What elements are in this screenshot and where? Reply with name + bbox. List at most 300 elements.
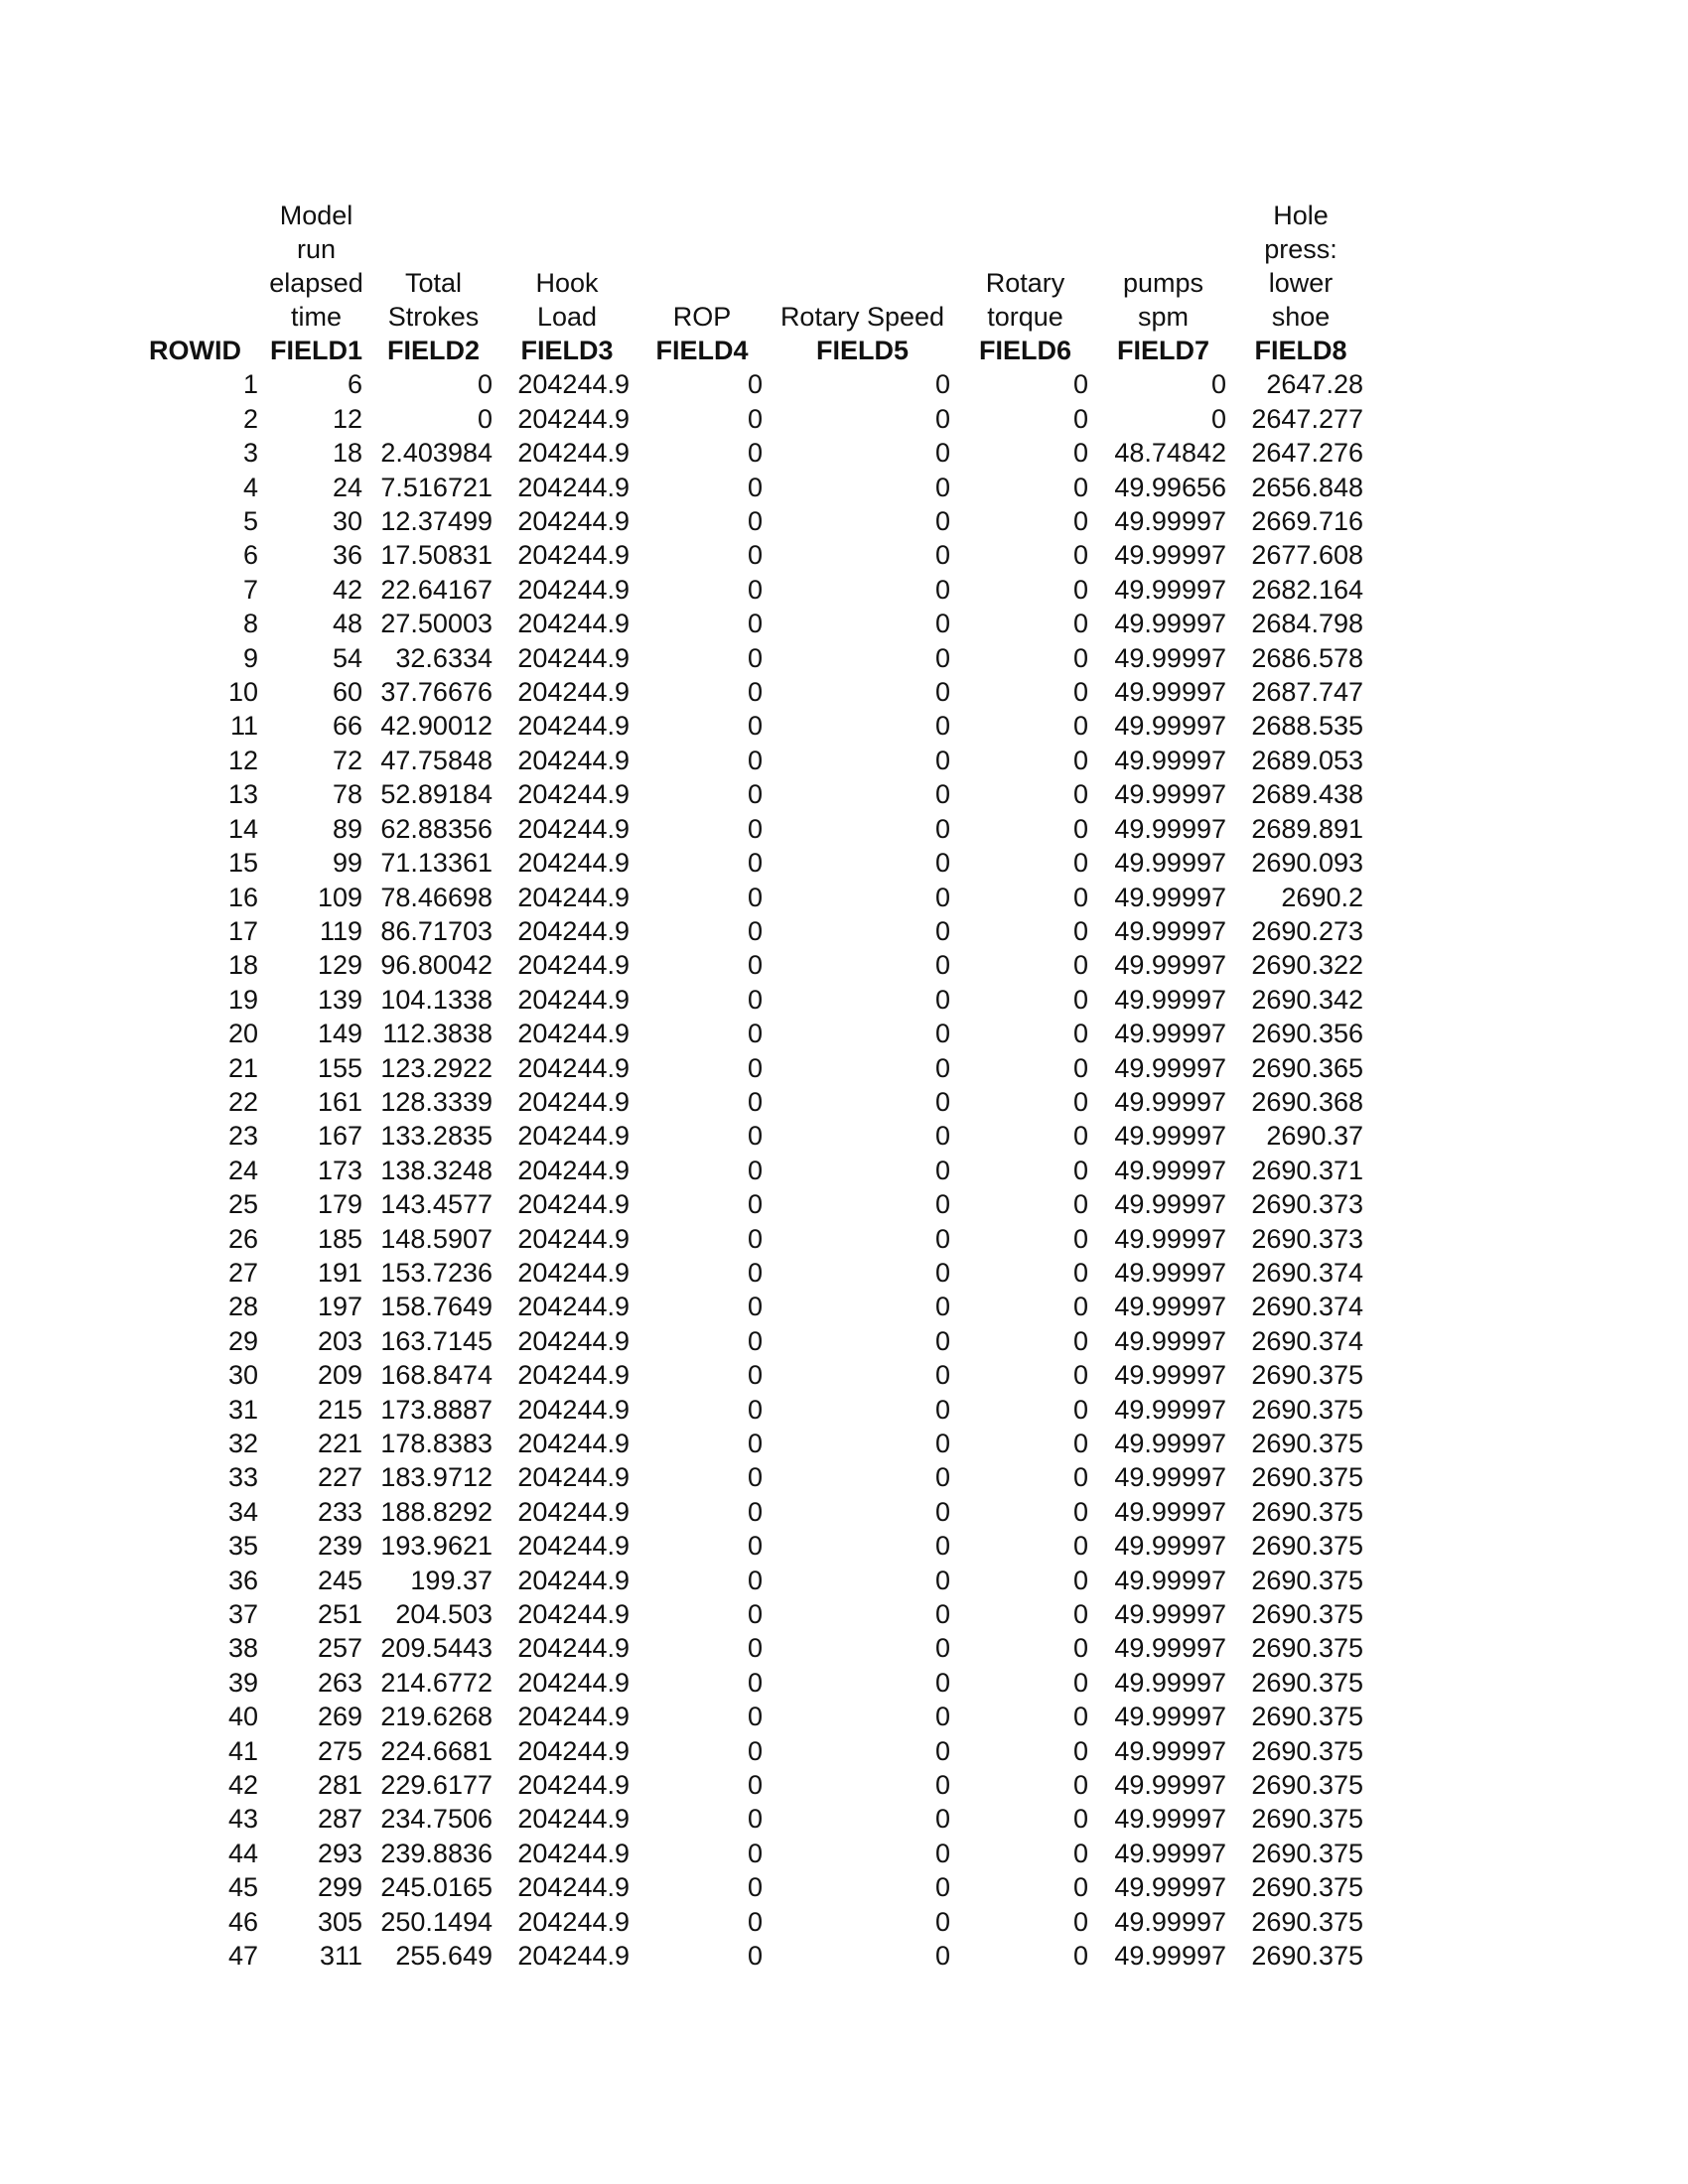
table-cell: 32 [227, 1429, 258, 1458]
table-cell: 5 [242, 506, 258, 537]
table-cell: 0 [934, 1086, 950, 1117]
table-cell: 54 [332, 642, 362, 673]
table-cell: 158.7649 [380, 1292, 492, 1322]
table-cell: 204244.9 [517, 574, 630, 605]
table-cell: 0 [747, 1531, 763, 1562]
table-cell: 49.99997 [1114, 1052, 1226, 1083]
table-row [149, 675, 1369, 709]
table-cell: 245.0165 [380, 1872, 492, 1903]
table-cell: 0 [747, 540, 763, 571]
table-cell: 2690.374 [1251, 1325, 1363, 1356]
column-description [1094, 199, 1232, 334]
table-row [149, 744, 1369, 777]
table-cell: 2690.375 [1251, 1633, 1363, 1664]
table-cell: 0 [747, 1633, 763, 1664]
table-cell: 204244.9 [517, 438, 630, 469]
table-cell: 2690.375 [1251, 1735, 1363, 1766]
table-cell: 0 [1072, 1086, 1088, 1117]
table-cell: 0 [934, 403, 950, 434]
table-cell: 49.99997 [1114, 1838, 1226, 1868]
table-cell: 48 [332, 609, 362, 639]
table-cell: 0 [1210, 403, 1226, 434]
table-cell: 2690.375 [1251, 1941, 1363, 1972]
table-cell: 204244.9 [517, 950, 630, 981]
column-description [769, 199, 956, 334]
table-cell: 49.99997 [1114, 574, 1226, 605]
table-cell: 204244.9 [517, 1394, 630, 1425]
table-cell: 0 [1072, 642, 1088, 673]
table-cell: 2647.277 [1251, 403, 1363, 434]
table-cell: 24 [332, 472, 362, 502]
table-cell: 0 [934, 1121, 950, 1152]
table-cell: 0 [1072, 1941, 1088, 1972]
table-cell: 0 [747, 1702, 763, 1732]
table-cell: 0 [934, 1223, 950, 1254]
column-description-line: ROP [672, 302, 732, 332]
table-cell: 204244.9 [517, 1257, 630, 1288]
table-cell: 0 [934, 1770, 950, 1801]
table-cell: 41 [227, 1735, 258, 1766]
table-cell: 49.99997 [1114, 1325, 1226, 1356]
table-cell: 0 [934, 1019, 950, 1049]
table-cell: 0 [1072, 711, 1088, 742]
table-cell: 36 [227, 1565, 258, 1595]
table-cell: 49.99997 [1114, 915, 1226, 946]
table-cell: 0 [1072, 1599, 1088, 1630]
table-cell: 2690.375 [1251, 1462, 1363, 1493]
table-cell: 2690.375 [1251, 1770, 1363, 1801]
table-row [149, 846, 1369, 880]
table-cell: 0 [1072, 1633, 1088, 1664]
table-cell: 46 [227, 1906, 258, 1937]
table-row [149, 881, 1369, 914]
table-cell: 204244.9 [517, 1565, 630, 1595]
table-row [149, 777, 1369, 811]
table-cell: 49.99997 [1114, 1429, 1226, 1458]
table-row [149, 504, 1369, 538]
table-cell: 263 [317, 1667, 362, 1698]
column-description-line: pumps [1122, 268, 1204, 298]
table-cell: 0 [934, 848, 950, 879]
table-cell: 44 [227, 1838, 258, 1868]
table-cell: 0 [747, 1941, 763, 1972]
table-body [149, 367, 1369, 1973]
table-cell: 0 [934, 1941, 950, 1972]
table-cell: 19 [227, 984, 258, 1015]
table-cell: 275 [317, 1735, 362, 1766]
table-cell: 163.7145 [380, 1325, 492, 1356]
table-cell: 0 [934, 1155, 950, 1185]
table-cell: 183.9712 [380, 1462, 492, 1493]
table-cell: 2690.37 [1266, 1121, 1363, 1152]
table-cell: 2690.322 [1251, 950, 1363, 981]
table-cell: 112.3838 [382, 1019, 492, 1049]
table-cell: 0 [1072, 950, 1088, 981]
column-description-line: spm [1137, 302, 1189, 332]
table-row [149, 1905, 1369, 1939]
table-cell: 193.9621 [380, 1531, 492, 1562]
table-row [149, 1085, 1369, 1119]
table-cell: 43 [227, 1804, 258, 1835]
table-cell: 204244.9 [517, 1496, 630, 1527]
table-cell: 0 [747, 1599, 763, 1630]
table-cell: 26 [227, 1223, 258, 1254]
table-cell: 149 [317, 1019, 362, 1049]
table-row [149, 983, 1369, 1017]
table-cell: 0 [1072, 1019, 1088, 1049]
header-description-row [149, 199, 1369, 334]
table-cell: 71.13361 [380, 848, 492, 879]
table-cell: 0 [747, 506, 763, 537]
table-cell: 0 [934, 1667, 950, 1698]
table-cell: 22.64167 [380, 574, 492, 605]
table-cell: 197 [317, 1292, 362, 1322]
table-cell: 49.99997 [1114, 1292, 1226, 1322]
table-cell: 0 [934, 574, 950, 605]
table-cell: 14 [227, 813, 258, 844]
table-cell: 0 [1072, 540, 1088, 571]
table-cell: 28 [227, 1292, 258, 1322]
table-cell: 0 [934, 1804, 950, 1835]
table-cell: 49.99997 [1114, 1735, 1226, 1766]
table-cell: 2690.375 [1251, 1599, 1363, 1630]
table-cell: 2689.891 [1251, 813, 1363, 844]
table-cell: 204244.9 [517, 711, 630, 742]
table-cell: 2669.716 [1251, 506, 1363, 537]
table-row [149, 1324, 1369, 1358]
table-cell: 35 [227, 1531, 258, 1562]
table-cell: 0 [747, 1189, 763, 1220]
table-row [149, 1666, 1369, 1700]
table-cell: 49.99997 [1114, 1189, 1226, 1220]
table-cell: 204244.9 [517, 1633, 630, 1664]
table-cell: 0 [1072, 506, 1088, 537]
table-row [149, 607, 1369, 640]
table-cell: 204244.9 [517, 540, 630, 571]
table-cell: 204244.9 [517, 813, 630, 844]
table-cell: 185 [317, 1223, 362, 1254]
table-cell: 281 [317, 1770, 362, 1801]
column-description-line: Rotary Speed [779, 302, 945, 332]
column-description-line: Rotary [985, 268, 1065, 298]
table-cell: 0 [934, 779, 950, 810]
table-cell: 8 [242, 609, 258, 639]
table-cell: 0 [747, 1804, 763, 1835]
table-cell: 2677.608 [1251, 540, 1363, 571]
table-cell: 227 [317, 1462, 362, 1493]
table-cell: 204244.9 [517, 1360, 630, 1391]
table-cell: 49.99997 [1114, 1019, 1226, 1049]
table-row [149, 402, 1369, 436]
table-cell: 0 [934, 1496, 950, 1527]
table-cell: 0 [934, 1872, 950, 1903]
table-cell: 2690.373 [1251, 1189, 1363, 1220]
table-cell: 0 [1072, 1770, 1088, 1801]
table-cell: 37 [227, 1599, 258, 1630]
table-cell: 0 [1072, 1667, 1088, 1698]
table-cell: 2690.375 [1251, 1429, 1363, 1458]
table-cell: 0 [747, 1565, 763, 1595]
table-cell: 234.7506 [380, 1804, 492, 1835]
table-cell: 0 [934, 642, 950, 673]
table-row [149, 1768, 1369, 1802]
table-cell: 2689.053 [1251, 745, 1363, 775]
table-cell: 6 [347, 369, 362, 400]
table-cell: 0 [747, 779, 763, 810]
table-cell: 204244.9 [517, 506, 630, 537]
table-cell: 204244.9 [517, 403, 630, 434]
table-cell: 66 [332, 711, 362, 742]
table-cell: 0 [934, 950, 950, 981]
table-cell: 0 [934, 1462, 950, 1493]
table-cell: 49.99997 [1114, 1633, 1226, 1664]
table-cell: 0 [747, 1872, 763, 1903]
table-cell: 204244.9 [517, 1292, 630, 1322]
table-cell: 155 [317, 1052, 362, 1083]
table-row [149, 1222, 1369, 1256]
table-cell: 153.7236 [380, 1257, 492, 1288]
table-row [149, 538, 1369, 572]
table-cell: 199.37 [410, 1565, 492, 1595]
table-cell: 119 [319, 915, 362, 946]
table-cell: 161 [317, 1086, 362, 1117]
table-cell: 47 [227, 1941, 258, 1972]
table-row [149, 1939, 1369, 1973]
table-cell: 0 [747, 813, 763, 844]
table-cell: 0 [934, 711, 950, 742]
table-cell: 49.99997 [1114, 1086, 1226, 1117]
table-cell: 20 [227, 1019, 258, 1049]
table-cell: 29 [227, 1325, 258, 1356]
table-cell: 0 [747, 1838, 763, 1868]
table-row [149, 1597, 1369, 1631]
table-cell: 0 [477, 369, 492, 400]
column-description [264, 199, 368, 334]
table-cell: 173.8887 [380, 1394, 492, 1425]
table-cell: 49.99997 [1114, 540, 1226, 571]
column-description-line: Hook [535, 268, 599, 298]
table-cell: 2690.375 [1251, 1702, 1363, 1732]
table-cell: 0 [1072, 1394, 1088, 1425]
table-cell: 13 [227, 779, 258, 810]
table-cell: 203 [317, 1325, 362, 1356]
table-cell: 49.99997 [1114, 882, 1226, 912]
column-header: FIELD7 [1116, 336, 1209, 365]
table-cell: 49.99997 [1114, 950, 1226, 981]
table-cell: 0 [747, 1394, 763, 1425]
table-cell: 0 [934, 1360, 950, 1391]
column-description-line: Total [404, 268, 463, 298]
table-cell: 0 [1072, 1531, 1088, 1562]
table-cell: 168.8474 [380, 1360, 492, 1391]
table-cell: 109 [317, 882, 362, 912]
table-cell: 0 [934, 540, 950, 571]
table-cell: 49.99656 [1114, 472, 1226, 502]
table-cell: 0 [934, 609, 950, 639]
table-cell: 204244.9 [517, 1462, 630, 1493]
column-description [149, 199, 264, 334]
table-cell: 167 [317, 1121, 362, 1152]
table-cell: 204244.9 [517, 1735, 630, 1766]
table-row [149, 1734, 1369, 1768]
table-cell: 42 [332, 574, 362, 605]
table-cell: 72 [332, 745, 362, 775]
table-cell: 0 [1072, 1292, 1088, 1322]
table-cell: 0 [1072, 1872, 1088, 1903]
table-cell: 2690.368 [1251, 1086, 1363, 1117]
table-cell: 123.2922 [380, 1052, 492, 1083]
column-header: FIELD2 [386, 336, 480, 365]
table-cell: 49.99997 [1114, 1531, 1226, 1562]
table-row [149, 1051, 1369, 1085]
table-cell: 0 [1072, 1325, 1088, 1356]
table-cell: 48.74842 [1114, 438, 1226, 469]
table-cell: 11 [229, 711, 258, 742]
table-cell: 2690.374 [1251, 1292, 1363, 1322]
table-cell: 25 [227, 1189, 258, 1220]
table-cell: 0 [934, 915, 950, 946]
table-cell: 2690.2 [1281, 882, 1363, 912]
table-cell: 0 [747, 711, 763, 742]
table-cell: 78 [332, 779, 362, 810]
table-cell: 49.99997 [1114, 1770, 1226, 1801]
table-cell: 219.6268 [380, 1702, 492, 1732]
table-cell: 0 [1072, 745, 1088, 775]
table-cell: 40 [227, 1702, 258, 1732]
table-cell: 0 [747, 1906, 763, 1937]
table-cell: 2 [242, 403, 258, 434]
table-row [149, 1017, 1369, 1050]
table-cell: 36 [332, 540, 362, 571]
table-cell: 0 [1072, 1360, 1088, 1391]
table-cell: 204244.9 [517, 984, 630, 1015]
table-cell: 49.99997 [1114, 1872, 1226, 1903]
table-cell: 215 [317, 1394, 362, 1425]
table-cell: 0 [1072, 403, 1088, 434]
table-cell: 0 [934, 1702, 950, 1732]
table-cell: 0 [1072, 813, 1088, 844]
table-row [149, 471, 1369, 504]
table-cell: 2690.093 [1251, 848, 1363, 879]
table-cell: 49.99997 [1114, 1155, 1226, 1185]
table-cell: 23 [227, 1121, 258, 1152]
table-cell: 173 [317, 1155, 362, 1185]
table-cell: 49.99997 [1114, 813, 1226, 844]
table-cell: 0 [1072, 1223, 1088, 1254]
table-cell: 39 [227, 1667, 258, 1698]
table-cell: 3 [242, 438, 258, 469]
table-cell: 204244.9 [517, 882, 630, 912]
table-cell: 133.2835 [380, 1121, 492, 1152]
table-cell: 86.71703 [380, 915, 492, 946]
table-cell: 0 [747, 1052, 763, 1083]
table-cell: 42.90012 [380, 711, 492, 742]
column-description-line: run [296, 234, 337, 264]
table-cell: 9 [242, 642, 258, 673]
table-cell: 250.1494 [380, 1906, 492, 1937]
table-cell: 33 [227, 1462, 258, 1493]
table-row [149, 436, 1369, 470]
table-cell: 204244.9 [517, 1770, 630, 1801]
table-cell: 214.6772 [380, 1667, 492, 1698]
table-row [149, 1870, 1369, 1904]
table-cell: 0 [747, 472, 763, 502]
table-cell: 191 [317, 1257, 362, 1288]
table-row [149, 1358, 1369, 1392]
table-cell: 12 [227, 745, 258, 775]
table-cell: 128.3339 [380, 1086, 492, 1117]
column-description [1232, 199, 1369, 334]
table-cell: 0 [747, 848, 763, 879]
table-cell: 2690.375 [1251, 1872, 1363, 1903]
table-cell: 0 [1072, 609, 1088, 639]
table-cell: 221 [317, 1429, 362, 1458]
table-cell: 204244.9 [517, 1155, 630, 1185]
table-cell: 60 [332, 677, 362, 708]
table-cell: 0 [1072, 1496, 1088, 1527]
data-table [149, 199, 1369, 1974]
table-cell: 30 [332, 506, 362, 537]
table-cell: 49.99997 [1114, 1667, 1226, 1698]
table-cell: 47.75848 [380, 745, 492, 775]
table-cell: 239 [317, 1531, 362, 1562]
table-cell: 293 [317, 1838, 362, 1868]
table-cell: 233 [317, 1496, 362, 1527]
table-cell: 2690.375 [1251, 1394, 1363, 1425]
table-cell: 0 [747, 1735, 763, 1766]
table-cell: 305 [317, 1906, 362, 1937]
table-cell: 0 [1072, 438, 1088, 469]
table-cell: 2690.375 [1251, 1804, 1363, 1835]
table-cell: 0 [1072, 1565, 1088, 1595]
data-sheet [149, 199, 1369, 1974]
table-cell: 7 [242, 574, 258, 605]
table-row [149, 367, 1369, 401]
table-cell: 0 [747, 1462, 763, 1493]
table-cell: 0 [934, 472, 950, 502]
table-cell: 245 [317, 1565, 362, 1595]
table-cell: 49.99997 [1114, 1941, 1226, 1972]
column-description-line: lower [1268, 268, 1334, 298]
table-cell: 0 [747, 609, 763, 639]
table-cell: 204244.9 [517, 848, 630, 879]
table-cell: 0 [934, 1325, 950, 1356]
table-cell: 148.5907 [380, 1223, 492, 1254]
table-cell: 62.88356 [380, 813, 492, 844]
table-cell: 4 [242, 472, 258, 502]
table-cell: 204244.9 [517, 1223, 630, 1254]
table-cell: 0 [1072, 1462, 1088, 1493]
table-cell: 143.4577 [380, 1189, 492, 1220]
table-cell: 0 [934, 1292, 950, 1322]
table-cell: 0 [747, 1292, 763, 1322]
column-description-line: Load [536, 302, 598, 332]
column-description-line: time [290, 302, 342, 332]
table-cell: 204244.9 [517, 1702, 630, 1732]
table-cell: 209.5443 [380, 1633, 492, 1664]
table-cell: 0 [934, 1735, 950, 1766]
table-cell: 204244.9 [517, 369, 630, 400]
table-cell: 2689.438 [1251, 779, 1363, 810]
table-cell: 204244.9 [517, 677, 630, 708]
table-cell: 49.99997 [1114, 677, 1226, 708]
table-cell: 49.99997 [1114, 1394, 1226, 1425]
table-cell: 0 [747, 642, 763, 673]
table-cell: 2656.848 [1251, 472, 1363, 502]
table-cell: 2647.276 [1251, 438, 1363, 469]
table-cell: 2690.273 [1251, 915, 1363, 946]
table-cell: 204244.9 [517, 1667, 630, 1698]
